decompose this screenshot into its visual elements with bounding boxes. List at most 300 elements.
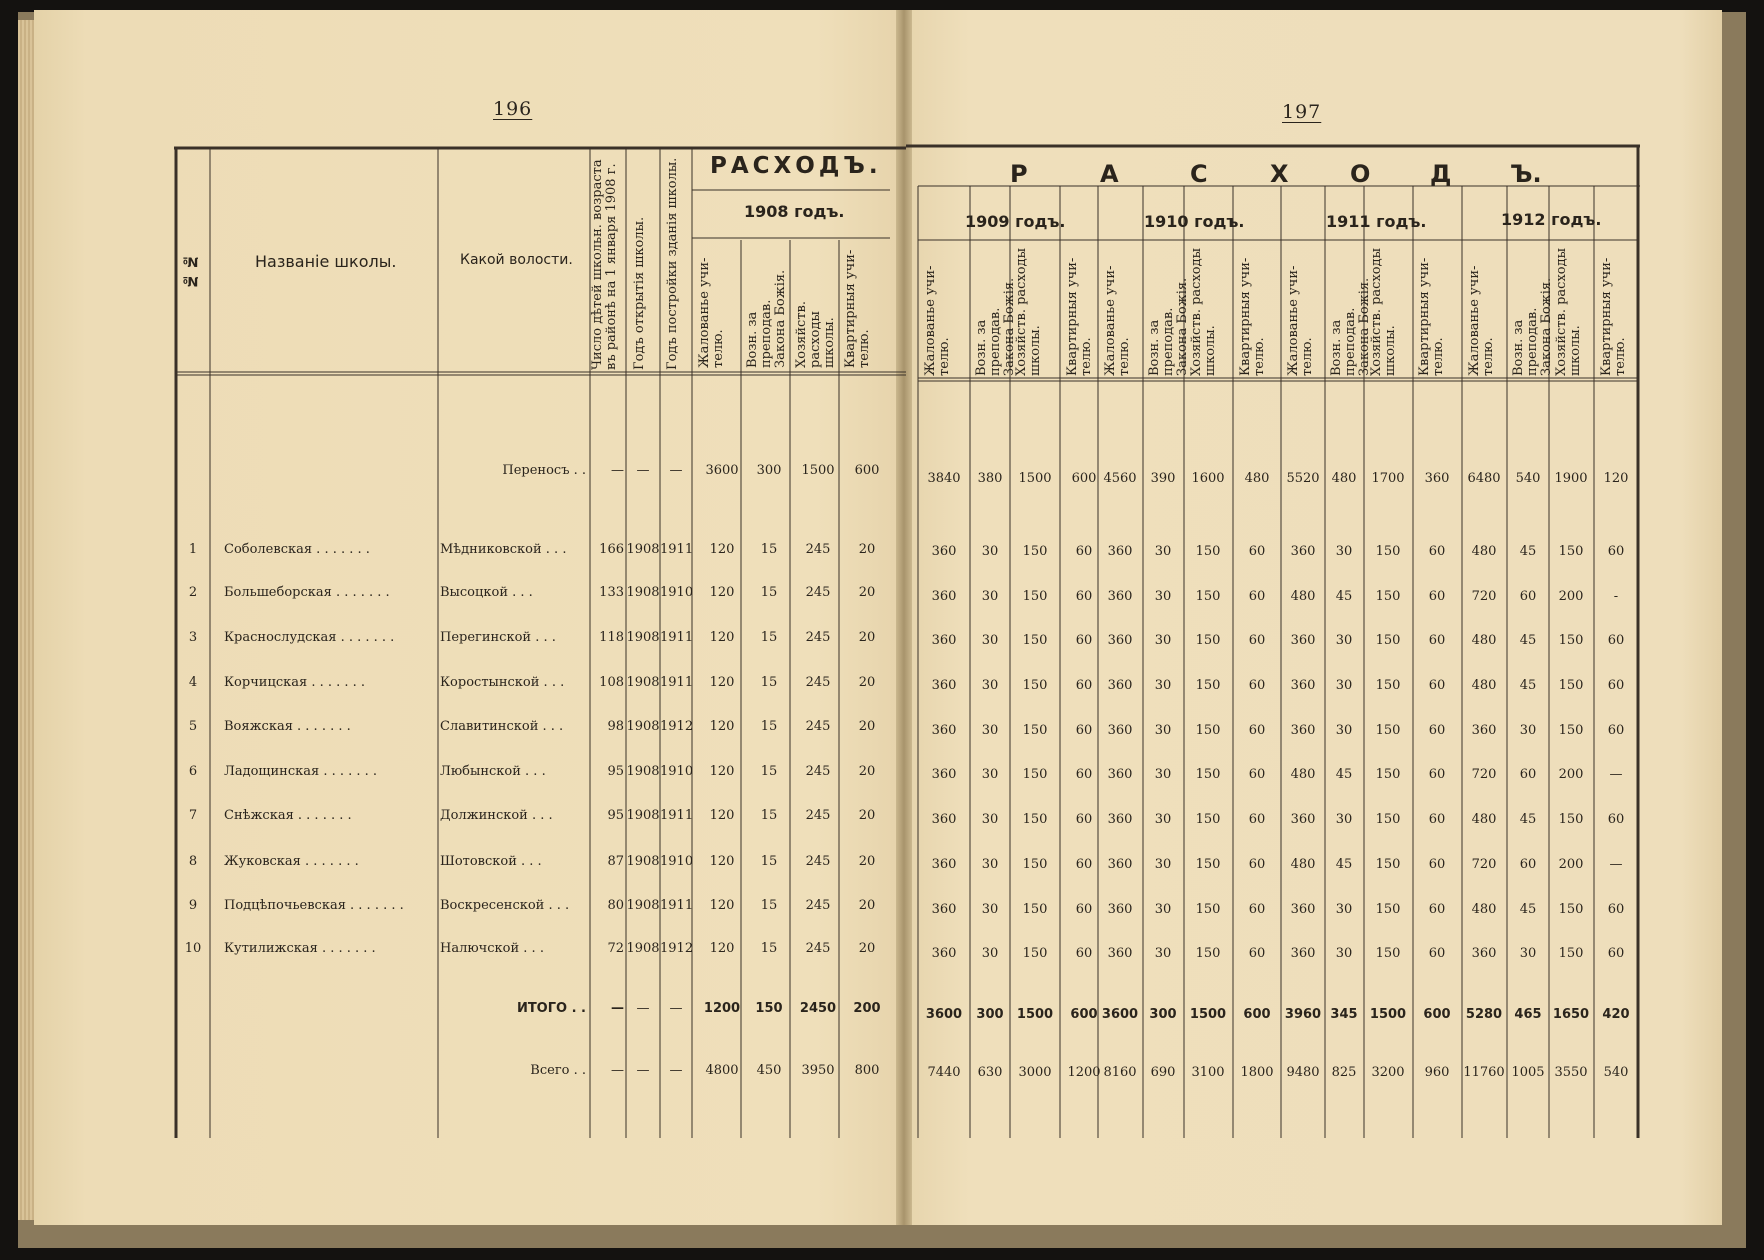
expense-value: 345 bbox=[1330, 1007, 1358, 1022]
expense-value: 360 bbox=[1424, 471, 1450, 486]
expense-value: 825 bbox=[1331, 1065, 1357, 1080]
expense-value: 245 bbox=[805, 675, 831, 690]
expense-value: 30 bbox=[1154, 946, 1172, 961]
expense-value: 30 bbox=[1335, 678, 1353, 693]
volost-name: Должинской . . . bbox=[440, 808, 553, 823]
expense-value: 480 bbox=[1290, 589, 1316, 604]
expense-value: 200 bbox=[853, 1001, 881, 1016]
expense-value: 20 bbox=[858, 675, 876, 690]
children-column-header: Число дѣтей школьн. возраста въ районѣ на 1 января 1908 г. bbox=[590, 159, 619, 370]
row-number: 4 bbox=[188, 675, 198, 690]
expense-value: 20 bbox=[858, 542, 876, 557]
expense-value: 480 bbox=[1471, 544, 1497, 559]
expense-value: 15 bbox=[760, 542, 778, 557]
opened-year: 1908 bbox=[626, 719, 660, 734]
expense-value: 60 bbox=[1428, 678, 1446, 693]
expense-value: 60 bbox=[1428, 946, 1446, 961]
expense-value: 300 bbox=[976, 1007, 1004, 1022]
expense-value: 150 bbox=[1022, 902, 1048, 917]
volost-name: Славитинской . . . bbox=[440, 719, 564, 734]
expense-value: 60 bbox=[1248, 589, 1266, 604]
expense-value: 420 bbox=[1602, 1007, 1630, 1022]
rashod-title-letter: Д bbox=[1430, 160, 1452, 188]
expense-value: 15 bbox=[760, 719, 778, 734]
school-name: Снѣжская . . . . . . . bbox=[224, 808, 352, 823]
expense-value: 30 bbox=[1335, 544, 1353, 559]
school-name: Соболевская . . . . . . . bbox=[224, 542, 370, 557]
expense-value: 45 bbox=[1335, 767, 1353, 782]
children-count: 80 bbox=[607, 898, 624, 913]
expense-value: 120 bbox=[709, 719, 735, 734]
expense-value: 360 bbox=[931, 589, 957, 604]
expense-value: 150 bbox=[1022, 633, 1048, 648]
expense-value: 60 bbox=[1607, 633, 1625, 648]
expense-value: 60 bbox=[1248, 544, 1266, 559]
expense-value: 360 bbox=[931, 946, 957, 961]
expense-value: 540 bbox=[1603, 1065, 1629, 1080]
expense-value: 60 bbox=[1519, 857, 1537, 872]
expense-value: 150 bbox=[1375, 723, 1401, 738]
expense-value: 30 bbox=[981, 544, 999, 559]
num-column-header: № № bbox=[183, 253, 198, 288]
year-1911-header: 1911 годъ. bbox=[1326, 212, 1427, 231]
expense-value: 60 bbox=[1075, 589, 1093, 604]
expense-value: 30 bbox=[1154, 812, 1172, 827]
expense-value: 11760 bbox=[1463, 1065, 1505, 1080]
expense-value: 30 bbox=[981, 946, 999, 961]
school-name: Краснослудская . . . . . . . bbox=[224, 630, 395, 645]
expense-value: 360 bbox=[1471, 723, 1497, 738]
expense-value: 150 bbox=[1195, 767, 1221, 782]
year-1909-header: 1909 годъ. bbox=[965, 212, 1066, 231]
expense-value: 150 bbox=[755, 1001, 783, 1016]
expense-value: 30 bbox=[1335, 946, 1353, 961]
built-year: 1910 bbox=[660, 764, 694, 779]
expense-value: 360 bbox=[1290, 812, 1316, 827]
built-year: — bbox=[669, 463, 683, 478]
expense-value: 360 bbox=[931, 678, 957, 693]
expense-value: 30 bbox=[981, 902, 999, 917]
expense-value: 800 bbox=[854, 1063, 880, 1078]
expense-value: 60 bbox=[1428, 633, 1446, 648]
expense-value: 480 bbox=[1290, 767, 1316, 782]
expense-value: 5520 bbox=[1286, 471, 1320, 486]
expense-value: 3960 bbox=[1284, 1007, 1322, 1022]
opened-year: 1908 bbox=[626, 941, 660, 956]
expense-value: 720 bbox=[1471, 857, 1497, 872]
expense-value: 150 bbox=[1195, 589, 1221, 604]
expense-value: 30 bbox=[1154, 589, 1172, 604]
expense-value: 30 bbox=[981, 767, 999, 782]
school-name: Ладощинская . . . . . . . bbox=[224, 764, 378, 779]
expense-value: 60 bbox=[1075, 857, 1093, 872]
expense-value: 6480 bbox=[1467, 471, 1501, 486]
expense-value: 600 bbox=[1423, 1007, 1451, 1022]
volost-name: Налючской . . . bbox=[440, 941, 544, 956]
built-year: 1912 bbox=[660, 941, 694, 956]
expense-value: 3600 bbox=[705, 463, 739, 478]
expense-value: 30 bbox=[1519, 723, 1537, 738]
expense-value: 60 bbox=[1075, 812, 1093, 827]
expense-value: 30 bbox=[981, 812, 999, 827]
built-year: — bbox=[669, 1001, 683, 1016]
expense-value: 480 bbox=[1471, 902, 1497, 917]
expense-value: 1005 bbox=[1511, 1065, 1545, 1080]
expense-value: 15 bbox=[760, 808, 778, 823]
expense-value: 150 bbox=[1022, 723, 1048, 738]
expense-value: 3600 bbox=[1101, 1007, 1139, 1022]
expense-value: 3600 bbox=[925, 1007, 963, 1022]
children-count: 133 bbox=[599, 585, 624, 600]
expense-value: 60 bbox=[1428, 767, 1446, 782]
expense-value: 360 bbox=[931, 633, 957, 648]
expense-value: 480 bbox=[1471, 633, 1497, 648]
expense-value: — bbox=[1609, 857, 1623, 872]
expense-value: 360 bbox=[1107, 857, 1133, 872]
expense-value: 60 bbox=[1607, 946, 1625, 961]
name-column-header: Названіе школы. bbox=[255, 252, 397, 271]
rashod-title-letter: О bbox=[1350, 160, 1371, 188]
expense-value: 60 bbox=[1248, 902, 1266, 917]
expense-value: 45 bbox=[1519, 902, 1537, 917]
expense-value: 60 bbox=[1428, 589, 1446, 604]
expense-value: 5280 bbox=[1465, 1007, 1503, 1022]
opened-year: 1908 bbox=[626, 585, 660, 600]
expense-value: 245 bbox=[805, 542, 831, 557]
expense-value: 15 bbox=[760, 630, 778, 645]
expense-value: 600 bbox=[1071, 471, 1097, 486]
expense-value: 720 bbox=[1471, 767, 1497, 782]
expense-value: 150 bbox=[1022, 544, 1048, 559]
expense-value: 3100 bbox=[1191, 1065, 1225, 1080]
expense-subheader: Хозяйств. расходы школы. bbox=[1014, 248, 1043, 376]
expense-value: 120 bbox=[709, 854, 735, 869]
expense-subheader: Квартирныя учи- телю. bbox=[1065, 257, 1094, 376]
expense-value: 30 bbox=[1335, 723, 1353, 738]
expense-value: 9480 bbox=[1286, 1065, 1320, 1080]
expense-value: 30 bbox=[1154, 633, 1172, 648]
expense-value: 150 bbox=[1375, 589, 1401, 604]
expense-value: 150 bbox=[1375, 767, 1401, 782]
expense-value: 360 bbox=[1107, 902, 1133, 917]
expense-value: 150 bbox=[1375, 812, 1401, 827]
expense-value: 480 bbox=[1290, 857, 1316, 872]
volost-name: Шотовской . . . bbox=[440, 854, 542, 869]
expense-value: 60 bbox=[1428, 812, 1446, 827]
expense-value: 1700 bbox=[1371, 471, 1405, 486]
expense-value: 3840 bbox=[927, 471, 961, 486]
expense-value: 120 bbox=[709, 898, 735, 913]
opened-column-header: Годъ открытія школы. bbox=[632, 216, 647, 370]
expense-value: 390 bbox=[1150, 471, 1176, 486]
children-count: 118 bbox=[599, 630, 624, 645]
expense-value: 30 bbox=[981, 678, 999, 693]
expense-value: 245 bbox=[805, 941, 831, 956]
row-number: 10 bbox=[184, 941, 202, 956]
expense-value: 60 bbox=[1248, 633, 1266, 648]
expense-value: 60 bbox=[1248, 723, 1266, 738]
expense-value: 150 bbox=[1558, 812, 1584, 827]
expense-value: 360 bbox=[931, 902, 957, 917]
expense-value: 60 bbox=[1075, 902, 1093, 917]
expense-value: 150 bbox=[1195, 633, 1221, 648]
expense-value: 245 bbox=[805, 630, 831, 645]
expense-value: 540 bbox=[1515, 471, 1541, 486]
expense-value: 15 bbox=[760, 898, 778, 913]
expense-value: 120 bbox=[1603, 471, 1629, 486]
built-year: — bbox=[669, 1063, 683, 1078]
expense-value: 150 bbox=[1375, 902, 1401, 917]
expense-subheader: Квартирныя учи- телю. bbox=[843, 249, 872, 368]
expense-value: 45 bbox=[1335, 589, 1353, 604]
expense-value: 150 bbox=[1022, 946, 1048, 961]
children-count: — bbox=[611, 463, 624, 478]
year-1908-header: 1908 годъ. bbox=[744, 202, 845, 221]
expense-value: 360 bbox=[1290, 544, 1316, 559]
expense-value: 1500 bbox=[1189, 1007, 1227, 1022]
expense-value: 60 bbox=[1428, 902, 1446, 917]
expense-value: 360 bbox=[1471, 946, 1497, 961]
expense-value: 150 bbox=[1195, 544, 1221, 559]
expense-value: 150 bbox=[1558, 723, 1584, 738]
built-year: 1911 bbox=[660, 630, 694, 645]
expense-value: 20 bbox=[858, 854, 876, 869]
built-column-header: Годъ постройки зданія школы. bbox=[665, 157, 680, 370]
expense-value: 600 bbox=[1243, 1007, 1271, 1022]
expense-value: 150 bbox=[1558, 633, 1584, 648]
expense-subheader: Хозяйств. расходы школы. bbox=[794, 301, 837, 368]
expense-value: 120 bbox=[709, 941, 735, 956]
expense-value: 150 bbox=[1195, 678, 1221, 693]
expense-value: 7440 bbox=[927, 1065, 961, 1080]
expense-value: 960 bbox=[1424, 1065, 1450, 1080]
expense-value: 600 bbox=[854, 463, 880, 478]
expense-value: 150 bbox=[1195, 812, 1221, 827]
built-year: 1911 bbox=[660, 675, 694, 690]
school-name: Подцѣпочьевская . . . . . . . bbox=[224, 898, 404, 913]
expense-subheader: Квартирныя учи- телю. bbox=[1238, 257, 1267, 376]
expense-value: 30 bbox=[981, 857, 999, 872]
expense-value: 360 bbox=[1107, 678, 1133, 693]
expense-value: 360 bbox=[931, 544, 957, 559]
expense-value: 120 bbox=[709, 675, 735, 690]
expense-value: 15 bbox=[760, 854, 778, 869]
expense-value: 1200 bbox=[703, 1001, 741, 1016]
page-number-right: 197 bbox=[1282, 101, 1322, 123]
expense-value: 380 bbox=[977, 471, 1003, 486]
expense-value: 360 bbox=[1290, 902, 1316, 917]
expense-value: 360 bbox=[1290, 678, 1316, 693]
expense-value: 150 bbox=[1558, 902, 1584, 917]
row-number: 1 bbox=[188, 542, 198, 557]
expense-value: 60 bbox=[1248, 857, 1266, 872]
expense-value: 245 bbox=[805, 854, 831, 869]
expense-value: 30 bbox=[1335, 633, 1353, 648]
expense-value: 120 bbox=[709, 808, 735, 823]
expense-value: 630 bbox=[977, 1065, 1003, 1080]
expense-subheader: Хозяйств. расходы школы. bbox=[1369, 248, 1398, 376]
expense-value: 360 bbox=[931, 857, 957, 872]
expense-subheader: Возн. за преподав. Закона Божія. bbox=[1147, 277, 1190, 376]
expense-value: 3950 bbox=[801, 1063, 835, 1078]
expense-value: 60 bbox=[1607, 902, 1625, 917]
expense-value: 60 bbox=[1428, 544, 1446, 559]
opened-year: — bbox=[636, 1001, 650, 1016]
expense-value: 1600 bbox=[1191, 471, 1225, 486]
opened-year: 1908 bbox=[626, 898, 660, 913]
opened-year: — bbox=[636, 1063, 650, 1078]
expense-subheader: Жалованье учи- телю. bbox=[1103, 265, 1132, 376]
expense-value: 480 bbox=[1471, 678, 1497, 693]
children-count: 72 bbox=[607, 941, 624, 956]
expense-value: 30 bbox=[1154, 902, 1172, 917]
children-count: 108 bbox=[599, 675, 624, 690]
volost-name: Переносъ . . bbox=[502, 463, 586, 478]
school-name: Кутилижская . . . . . . . bbox=[224, 941, 376, 956]
volost-name: Мѣдниковской . . . bbox=[440, 542, 567, 557]
row-number: 2 bbox=[188, 585, 198, 600]
expense-value: 2450 bbox=[799, 1001, 837, 1016]
opened-year: 1908 bbox=[626, 542, 660, 557]
school-name: Корчицская . . . . . . . bbox=[224, 675, 366, 690]
expense-value: 45 bbox=[1519, 812, 1537, 827]
expense-value: 360 bbox=[1290, 633, 1316, 648]
expense-value: 15 bbox=[760, 764, 778, 779]
expense-value: 45 bbox=[1335, 857, 1353, 872]
expense-value: 120 bbox=[709, 585, 735, 600]
expense-value: 60 bbox=[1607, 723, 1625, 738]
expense-value: 15 bbox=[760, 675, 778, 690]
expense-value: 150 bbox=[1558, 678, 1584, 693]
expense-value: 120 bbox=[709, 542, 735, 557]
rashod-title-letter: Р bbox=[1010, 160, 1028, 188]
volost-name: Воскресенской . . . bbox=[440, 898, 570, 913]
school-name: Вояжская . . . . . . . bbox=[224, 719, 351, 734]
expense-value: 480 bbox=[1244, 471, 1270, 486]
row-number: 9 bbox=[188, 898, 198, 913]
expense-value: 200 bbox=[1558, 857, 1584, 872]
expense-value: 120 bbox=[709, 630, 735, 645]
rashod-title-letter: Х bbox=[1270, 160, 1289, 188]
expense-value: 150 bbox=[1022, 857, 1048, 872]
row-number: 8 bbox=[188, 854, 198, 869]
expense-value: 1500 bbox=[1016, 1007, 1054, 1022]
school-name: Жуковская . . . . . . . bbox=[224, 854, 359, 869]
row-number: 3 bbox=[188, 630, 198, 645]
expense-value: 15 bbox=[760, 941, 778, 956]
expense-value: 45 bbox=[1519, 544, 1537, 559]
expense-value: 30 bbox=[1154, 857, 1172, 872]
expense-value: 600 bbox=[1070, 1007, 1098, 1022]
expense-subheader: Жалованье учи- телю. bbox=[1286, 265, 1315, 376]
built-year: 1911 bbox=[660, 542, 694, 557]
expense-subheader: Жалованье учи- телю. bbox=[1467, 265, 1496, 376]
volost-name: Любынской . . . bbox=[440, 764, 546, 779]
expense-value: 360 bbox=[1107, 946, 1133, 961]
expense-value: 30 bbox=[981, 633, 999, 648]
expense-subheader: Квартирныя учи- телю. bbox=[1417, 257, 1446, 376]
expense-value: 20 bbox=[858, 764, 876, 779]
expense-value: 450 bbox=[756, 1063, 782, 1078]
expense-value: 1500 bbox=[1369, 1007, 1407, 1022]
year-1912-header: 1912 годъ. bbox=[1501, 210, 1602, 229]
expense-value: 465 bbox=[1514, 1007, 1542, 1022]
school-name: Большеборская . . . . . . . bbox=[224, 585, 390, 600]
volost-name: Перегинской . . . bbox=[440, 630, 556, 645]
expense-value: 60 bbox=[1607, 544, 1625, 559]
children-count: 87 bbox=[607, 854, 624, 869]
expense-value: 150 bbox=[1195, 857, 1221, 872]
expense-value: 60 bbox=[1519, 589, 1537, 604]
expense-value: 150 bbox=[1375, 544, 1401, 559]
expense-value: 245 bbox=[805, 719, 831, 734]
expense-value: 60 bbox=[1075, 633, 1093, 648]
expense-value: 150 bbox=[1022, 767, 1048, 782]
expense-value: 150 bbox=[1375, 946, 1401, 961]
expense-value: 4800 bbox=[705, 1063, 739, 1078]
expense-value: 360 bbox=[1107, 544, 1133, 559]
built-year: 1910 bbox=[660, 585, 694, 600]
rashod-title-letter: А bbox=[1100, 160, 1119, 188]
expense-value: 20 bbox=[858, 898, 876, 913]
built-year: 1911 bbox=[660, 898, 694, 913]
expense-value: 60 bbox=[1248, 946, 1266, 961]
expense-subheader: Жалованье учи- телю. bbox=[923, 265, 952, 376]
rashod-title-left: РАСХОДЪ. bbox=[710, 153, 882, 179]
expense-value: 30 bbox=[981, 589, 999, 604]
rashod-title-letter: Ъ. bbox=[1510, 160, 1542, 188]
expense-value: 360 bbox=[931, 812, 957, 827]
expense-value: 60 bbox=[1075, 723, 1093, 738]
expense-value: 4560 bbox=[1103, 471, 1137, 486]
expense-value: 300 bbox=[756, 463, 782, 478]
expense-value: 30 bbox=[1154, 767, 1172, 782]
built-year: 1910 bbox=[660, 854, 694, 869]
expense-value: 360 bbox=[931, 767, 957, 782]
expense-value: 300 bbox=[1149, 1007, 1177, 1022]
expense-value: 1800 bbox=[1240, 1065, 1274, 1080]
opened-year: 1908 bbox=[626, 675, 660, 690]
expense-value: 60 bbox=[1075, 678, 1093, 693]
expense-value: - bbox=[1613, 589, 1619, 604]
row-number: 5 bbox=[188, 719, 198, 734]
expense-value: 245 bbox=[805, 898, 831, 913]
expense-subheader: Возн. за преподав. Закона Божія. bbox=[974, 277, 1017, 376]
opened-year: 1908 bbox=[626, 764, 660, 779]
expense-value: 245 bbox=[805, 585, 831, 600]
expense-value: 45 bbox=[1519, 678, 1537, 693]
expense-value: 120 bbox=[709, 764, 735, 779]
expense-value: 60 bbox=[1075, 767, 1093, 782]
expense-value: 30 bbox=[1519, 946, 1537, 961]
expense-value: 150 bbox=[1375, 678, 1401, 693]
expense-value: 360 bbox=[1107, 589, 1133, 604]
expense-value: 30 bbox=[981, 723, 999, 738]
expense-value: 150 bbox=[1022, 812, 1048, 827]
expense-value: 245 bbox=[805, 808, 831, 823]
opened-year: 1908 bbox=[626, 630, 660, 645]
expense-value: 60 bbox=[1607, 812, 1625, 827]
rashod-title-letter: С bbox=[1190, 160, 1208, 188]
expense-value: 360 bbox=[931, 723, 957, 738]
expense-value: 1900 bbox=[1554, 471, 1588, 486]
expense-value: — bbox=[1609, 767, 1623, 782]
expense-value: 690 bbox=[1150, 1065, 1176, 1080]
expense-value: 60 bbox=[1248, 678, 1266, 693]
volost-name: ИТОГО . . bbox=[516, 1001, 586, 1016]
volost-column-header: Какой волости. bbox=[460, 252, 573, 268]
year-1910-header: 1910 годъ. bbox=[1144, 212, 1245, 231]
